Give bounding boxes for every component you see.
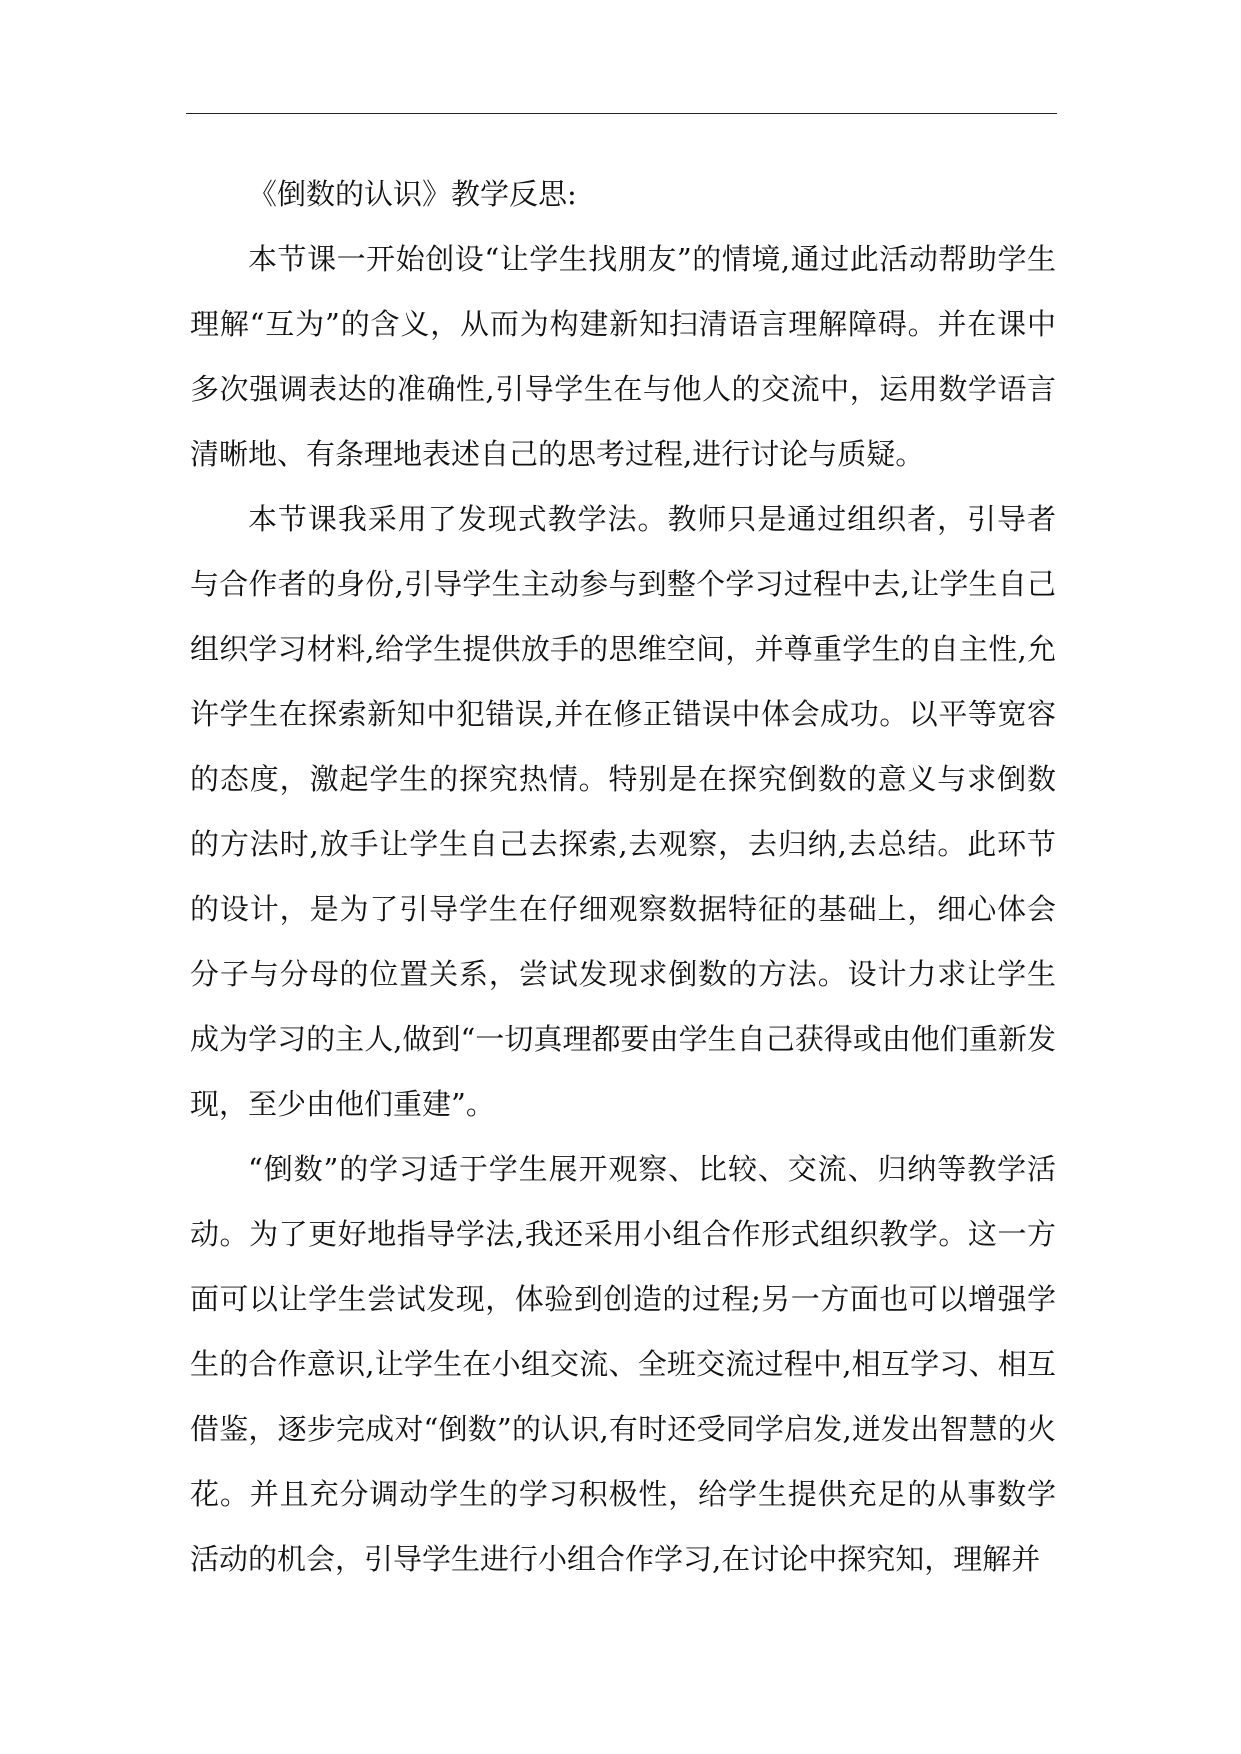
document-title: 《倒数的认识》教学反思: <box>248 177 577 211</box>
paragraph-2: 本节课我采用了发现式教学法。教师只是通过组织者，引导者与合作者的身份,引导学生主动参与到整个学习过程中去,让学生自己组织学习材料,给学生提供放手的思维空间，并尊重学生的自主性,允许学生在探索新知中犯错误,并在修正错误中体会成功。以平等宽容的态度，激起学生的探究热情。特别是在探究倒数的意义与求倒数的方法时,放手让学生自己去探索,去观察，去归纳,去总结。此环节的设计，是为了引导学生在仔细观察数据特征的基础上，细心体会分子与分母的位置关系，尝试发现求倒数的方法。设计力求让学生成为学习的主人,做到“一切真理都要由学生自己获得或由他们重新发现，至少由他们重建”。 <box>190 502 1056 1121</box>
paragraph-3: “倒数”的学习适于学生展开观察、比较、交流、归纳等教学活动。为了更好地指导学法,我还采用小组合作形式组织教学。这一方面可以让学生尝试发现，体验到创造的过程;另一方面也可以增强学生的合作意识,让学生在小组交流、全班交流过程中,相互学习、相互借鉴，逐步完成对“倒数”的认识,有时还受同学启发,迸发出智慧的火花。并且充分调动学生的学习积极性，给学生提供充足的从事数学活动的机会，引导学生进行小组合作学习,在讨论中探究知，理解并 <box>190 1152 1056 1576</box>
paragraph-1: 本节课一开始创设“让学生找朋友”的情境,通过此活动帮助学生理解“互为”的含义，从而为构建新知扫清语言理解障碍。并在课中多次强调表达的准确性,引导学生在与他人的交流中，运用数学语言清晰地、有条理地表述自己的思考过程,进行讨论与质疑。 <box>190 242 1056 471</box>
document-body <box>190 162 1056 1592</box>
header-rule <box>186 113 1057 114</box>
